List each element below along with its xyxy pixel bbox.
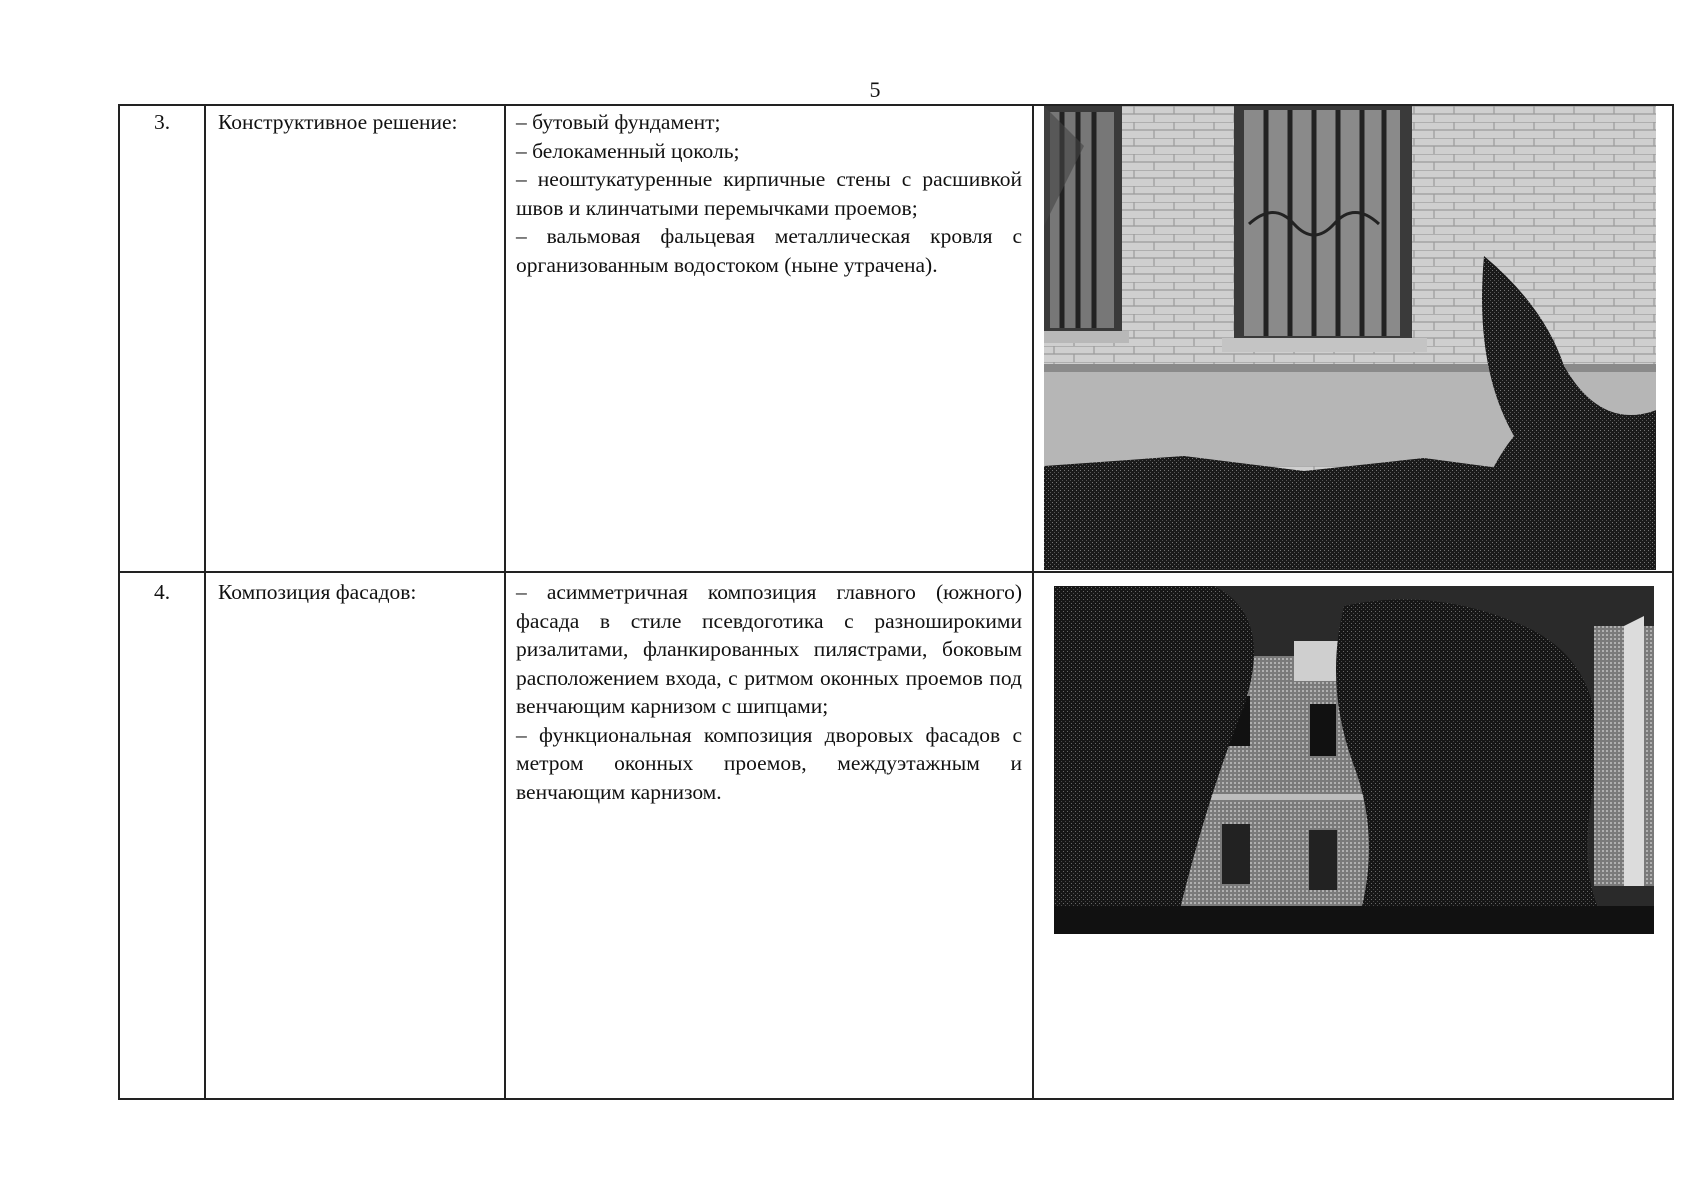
column-divider-1 — [204, 104, 206, 1100]
column-divider-3 — [1032, 104, 1034, 1100]
row-number: 3. — [153, 110, 171, 134]
row-divider — [118, 571, 1674, 573]
row-heading: Композиция фасадов: — [218, 580, 417, 604]
wall-photo-image — [1044, 106, 1666, 570]
column-divider-2 — [504, 104, 506, 1100]
description-item: – асимметричная композиция главного (южного) фасада в стиле псевдоготика с разноширокими ризалитами, фланкированных пилястрами, боковым расположением входа, с ритмом оконных проемов под венчающим карнизом с шипцами; — [516, 580, 1022, 718]
building-facade-photo — [1054, 586, 1654, 934]
description-table — [118, 104, 1674, 1100]
row-description — [516, 578, 1022, 806]
table-border-left — [118, 104, 120, 1100]
description-item: – неоштукатуренные кирпичные стены с расшивкой швов и клинчатыми перемычками проемов; — [516, 167, 1022, 220]
row-number: 4. — [153, 580, 171, 604]
description-item: – функциональная композиция дворовых фасадов с метром оконных проемов, междуэтажным и венчающим карнизом. — [516, 722, 1022, 804]
description-item: – бутовый фундамент; — [516, 110, 721, 134]
page-number: 5 — [869, 77, 881, 102]
table-border-right — [1672, 104, 1674, 1100]
row-description — [516, 108, 1022, 279]
facade-photo-image — [1054, 586, 1654, 934]
description-item: – белокаменный цоколь; — [516, 138, 740, 163]
description-item: – вальмовая фальцевая металлическая кровля с организованным водостоком (ныне утрачена). — [516, 224, 1022, 277]
row-heading: Конструктивное решение: — [218, 110, 458, 134]
table-border-bottom — [118, 1098, 1674, 1100]
building-wall-photo — [1044, 106, 1666, 570]
